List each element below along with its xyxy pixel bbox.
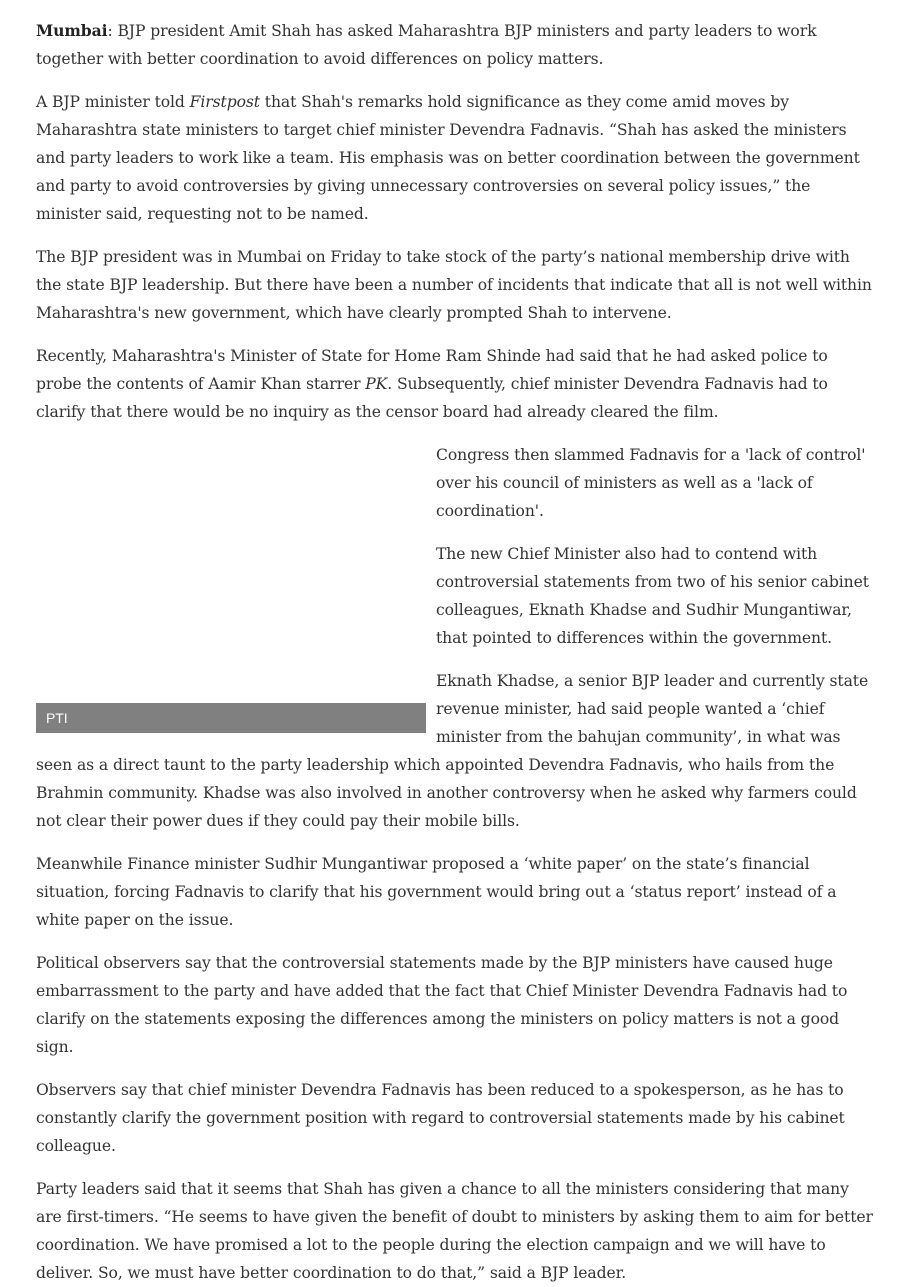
paragraph-9: Political observers say that the controversial statements made by the BJP ministers have caused huge embarrassment to the party and have added that the fact that Chief Minister Devendra Fadnavis had to clarify on the statements exposing the differences among the ministers on policy matters is not a good sign.: [36, 954, 848, 1056]
article-body: [36, 0, 878, 1287]
paragraph-1-text: : BJP president Amit Shah has asked Maharashtra BJP ministers and party leaders to work together with better coordination to avoid differences on policy matters.: [36, 22, 817, 68]
dateline: Mumbai: [36, 21, 108, 40]
paragraph-11: Party leaders said that it seems that Shah has given a chance to all the ministers considering that many are first-timers. “He seems to have given the benefit of doubt to ministers by asking them to aim for better coordination. We have promised a lot to the people during the election campaign and we will have to deliver. So, we must have better coordination to do that,” said a BJP leader.: [36, 1180, 873, 1282]
paragraph-4-lead: Recently, Maharashtra's Minister of State for Home Ram Shinde had said that he had asked police to probe the contents of Aamir Khan starrer: [36, 347, 828, 393]
paragraph-7: Eknath Khadse, a senior BJP leader and currently state revenue minister, had said people wanted a ‘chief minister from the bahujan community’, in what was seen as a direct taunt to the party leadership which appointed Devendra Fadnavis, who hails from the Brahmin community. Khadse was also involved in another controversy when he asked why farmers could not clear their power dues if they could pay their mobile bills.: [36, 672, 869, 830]
paragraph-6: The new Chief Minister also had to contend with controversial statements from two of his senior cabinet colleagues, Eknath Khadse and Sudhir Mungantiwar, that pointed to differences within the government.: [436, 545, 869, 647]
paragraph-5: Congress then slammed Fadnavis for a 'lack of control' over his council of ministers as well as a 'lack of coordination'.: [436, 446, 866, 520]
paragraph-1: [36, 17, 878, 73]
paragraph-2-text: that Shah's remarks hold significance as they come amid moves by Maharashtra state ministers to target chief minister Devendra Fadnavis. “Shah has asked the ministers and party leaders to work like a team. His emphasis was on better coordination between the government and party to avoid controversies by giving unnecessary controversies on several policy issues,” the minister said, requesting not to be named.: [36, 93, 860, 223]
paragraph-8: Meanwhile Finance minister Sudhir Mungantiwar proposed a ‘white paper’ on the state’s financial situation, forcing Fadnavis to clarify that his government would bring out a ‘status report’ instead of a white paper on the issue.: [36, 855, 837, 929]
paragraph-10: Observers say that chief minister Devendra Fadnavis has been reduced to a spokesperson, as he has to constantly clarify the government position with regard to controversial statements made by his cabinet colleague.: [36, 1081, 845, 1155]
article-image: [36, 441, 426, 733]
publication-name: Firstpost: [189, 93, 260, 111]
paragraph-4-text: . Subsequently, chief minister Devendra Fadnavis had to clarify that there would be no inquiry as the censor board had already cleared the film.: [36, 375, 828, 421]
paragraph-2-lead: A BJP minister told: [36, 93, 190, 111]
paragraph-3: The BJP president was in Mumbai on Friday to take stock of the party’s national membership drive with the state BJP leadership. But there have been a number of incidents that indicate that all is not well within Maharashtra's new government, which have clearly prompted Shah to intervene.: [36, 248, 872, 322]
paragraph-4: [36, 342, 878, 426]
film-title: PK: [365, 375, 388, 393]
paragraph-2: [36, 88, 878, 228]
image-credit: PTI: [36, 703, 426, 733]
